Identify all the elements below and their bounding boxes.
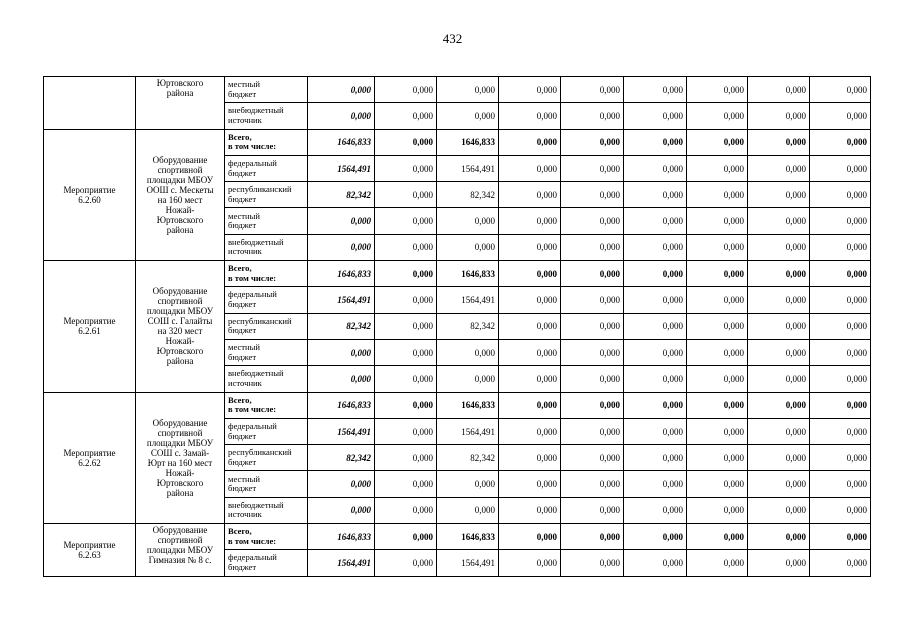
value-cell: 0,000 [375, 445, 437, 471]
value-cell: 0,000 [499, 103, 561, 129]
funding-source-line: бюджет [228, 561, 257, 572]
funding-source-line: бюджет [228, 430, 257, 441]
description-line: спортивной [157, 164, 203, 175]
value-cell: 0,000 [561, 524, 624, 550]
value-cell: 0,000 [748, 392, 810, 418]
value-cell: 0,000 [810, 155, 871, 181]
value-cell: 0,000 [624, 497, 687, 523]
total-cell: 1646,833 [308, 524, 375, 550]
total-cell: 1564,491 [308, 287, 375, 313]
funding-source-line: источник [228, 377, 262, 388]
description-line: района [166, 356, 194, 367]
value-cell: 0,000 [748, 208, 810, 234]
value-cell: 0,000 [561, 182, 624, 208]
value-cell: 0,000 [810, 339, 871, 365]
value-cell: 0,000 [375, 339, 437, 365]
value-cell: 0,000 [624, 339, 687, 365]
value-cell: 0,000 [437, 234, 499, 260]
value-cell: 1646,833 [437, 129, 499, 155]
value-cell: 0,000 [810, 313, 871, 339]
value-cell: 0,000 [687, 155, 748, 181]
value-cell: 0,000 [561, 287, 624, 313]
value-cell: 0,000 [810, 550, 871, 576]
event-cell [44, 261, 136, 392]
description-cell [136, 77, 225, 130]
value-cell: 1564,491 [437, 287, 499, 313]
value-cell: 0,000 [748, 155, 810, 181]
description-line: Юртовского [156, 78, 204, 88]
event-line: Мероприятие [63, 539, 116, 550]
value-cell: 0,000 [624, 234, 687, 260]
value-cell: 0,000 [375, 234, 437, 260]
value-cell: 0,000 [499, 497, 561, 523]
value-cell: 0,000 [624, 77, 687, 103]
description-line: района [166, 487, 194, 498]
description-line: на 320 мест [157, 326, 203, 337]
value-cell: 0,000 [748, 287, 810, 313]
value-cell: 0,000 [810, 392, 871, 418]
value-cell: 0,000 [561, 313, 624, 339]
value-cell: 0,000 [748, 313, 810, 339]
table-row [44, 524, 871, 550]
funding-source-line: Всего, [228, 394, 252, 405]
value-cell: 0,000 [748, 418, 810, 444]
funding-source-cell [225, 261, 308, 287]
funding-source-line: бюджет [228, 299, 257, 310]
funding-source-cell [225, 208, 308, 234]
value-cell: 0,000 [375, 261, 437, 287]
description-line: спортивной [157, 427, 203, 438]
value-cell: 1564,491 [437, 418, 499, 444]
value-cell: 1646,833 [437, 524, 499, 550]
value-cell: 0,000 [499, 339, 561, 365]
total-cell: 0,000 [308, 77, 375, 103]
value-cell: 0,000 [561, 471, 624, 497]
value-cell: 0,000 [687, 129, 748, 155]
total-cell: 82,342 [308, 445, 375, 471]
description-line: района [166, 224, 194, 235]
page-number: 432 [442, 31, 463, 46]
value-cell: 0,000 [624, 129, 687, 155]
table-row [44, 261, 871, 287]
value-cell: 0,000 [499, 182, 561, 208]
funding-source-cell [225, 524, 308, 550]
funding-source-line: бюджет [228, 456, 257, 467]
value-cell: 0,000 [499, 445, 561, 471]
value-cell: 0,000 [748, 550, 810, 576]
value-cell: 0,000 [687, 471, 748, 497]
description-line: Ножай- [165, 204, 195, 215]
value-cell: 0,000 [810, 208, 871, 234]
value-cell: 0,000 [624, 471, 687, 497]
event-cell [44, 77, 136, 130]
value-cell: 0,000 [624, 445, 687, 471]
funding-source-cell [225, 418, 308, 444]
description-line: Оборудование [152, 417, 208, 428]
event-line: 6.2.61 [78, 326, 101, 337]
value-cell: 0,000 [624, 287, 687, 313]
value-cell: 0,000 [748, 339, 810, 365]
description-line: Юртовского [156, 477, 204, 488]
funding-source-cell [225, 550, 308, 576]
description-cell [136, 129, 225, 260]
value-cell: 0,000 [810, 261, 871, 287]
value-cell: 0,000 [748, 234, 810, 260]
funding-source-line: республиканский [228, 447, 292, 458]
table-row [44, 392, 871, 418]
value-cell: 0,000 [624, 550, 687, 576]
description-line: Ножай- [165, 336, 195, 347]
value-cell: 0,000 [561, 366, 624, 392]
funding-source-line: местный [228, 79, 261, 90]
description-line: площадки МБОУ [146, 545, 214, 556]
value-cell: 0,000 [437, 208, 499, 234]
funding-source-line: бюджет [228, 193, 257, 204]
value-cell: 0,000 [499, 550, 561, 576]
value-cell: 0,000 [748, 261, 810, 287]
total-cell: 0,000 [308, 234, 375, 260]
value-cell: 0,000 [375, 129, 437, 155]
funding-source-line: республиканский [228, 315, 292, 326]
value-cell: 0,000 [499, 471, 561, 497]
value-cell: 0,000 [375, 208, 437, 234]
value-cell: 0,000 [687, 366, 748, 392]
value-cell: 0,000 [748, 366, 810, 392]
value-cell: 1564,491 [437, 155, 499, 181]
funding-source-cell [225, 287, 308, 313]
description-line: Оборудование [152, 286, 208, 297]
value-cell: 0,000 [437, 339, 499, 365]
event-cell [44, 392, 136, 523]
funding-source-line: бюджет [228, 167, 257, 178]
value-cell: 0,000 [499, 418, 561, 444]
funding-source-cell [225, 339, 308, 365]
value-cell: 0,000 [687, 103, 748, 129]
event-line: Мероприятие [63, 316, 116, 327]
total-cell: 0,000 [308, 103, 375, 129]
value-cell: 0,000 [561, 234, 624, 260]
value-cell: 0,000 [810, 129, 871, 155]
total-cell: 1564,491 [308, 155, 375, 181]
value-cell: 0,000 [810, 471, 871, 497]
funding-source-line: бюджет [228, 220, 257, 231]
value-cell: 0,000 [561, 208, 624, 234]
value-cell: 0,000 [748, 497, 810, 523]
description-line: площадки МБОУ [146, 174, 214, 185]
value-cell: 0,000 [687, 418, 748, 444]
description-line: спортивной [157, 296, 203, 307]
value-cell: 0,000 [437, 77, 499, 103]
value-cell: 0,000 [437, 497, 499, 523]
value-cell: 0,000 [561, 155, 624, 181]
value-cell: 0,000 [375, 366, 437, 392]
value-cell: 0,000 [624, 418, 687, 444]
description-cell [136, 392, 225, 523]
value-cell: 0,000 [561, 129, 624, 155]
funding-source-line: бюджет [228, 351, 257, 362]
description-line: Ножай- [165, 467, 195, 478]
value-cell: 0,000 [748, 103, 810, 129]
funding-source-line: федеральный [228, 157, 277, 168]
value-cell: 0,000 [375, 524, 437, 550]
funding-source-line: федеральный [228, 289, 277, 300]
value-cell: 1646,833 [437, 392, 499, 418]
event-line: Мероприятие [63, 184, 116, 195]
description-line: площадки МБОУ [146, 306, 214, 317]
value-cell: 0,000 [624, 392, 687, 418]
funding-source-line: в том числе: [228, 141, 277, 152]
description-line: на 160 мест [157, 194, 203, 205]
description-line: Оборудование [152, 154, 208, 165]
total-cell: 0,000 [308, 497, 375, 523]
funding-source-cell [225, 103, 308, 129]
value-cell: 0,000 [624, 261, 687, 287]
value-cell: 0,000 [687, 313, 748, 339]
funding-source-cell [225, 182, 308, 208]
value-cell: 82,342 [437, 445, 499, 471]
description-line: СОШ с. Галайты [147, 316, 213, 327]
funding-source-cell [225, 155, 308, 181]
event-cell [44, 129, 136, 260]
funding-source-line: внебюджетный [228, 236, 284, 247]
funding-source-line: местный [228, 210, 261, 221]
funding-source-line: в том числе: [228, 272, 277, 283]
value-cell: 0,000 [375, 182, 437, 208]
value-cell: 0,000 [748, 471, 810, 497]
total-cell: 0,000 [308, 339, 375, 365]
value-cell: 0,000 [687, 182, 748, 208]
total-cell: 1564,491 [308, 550, 375, 576]
value-cell: 0,000 [687, 392, 748, 418]
description-line: района [166, 88, 194, 98]
event-line: 6.2.60 [78, 194, 101, 205]
event-line: 6.2.62 [78, 457, 101, 468]
value-cell: 0,000 [561, 103, 624, 129]
total-cell: 82,342 [308, 182, 375, 208]
funding-source-line: внебюджетный [228, 499, 284, 510]
value-cell: 0,000 [687, 77, 748, 103]
value-cell: 0,000 [561, 550, 624, 576]
value-cell: 82,342 [437, 182, 499, 208]
value-cell: 0,000 [375, 155, 437, 181]
value-cell: 0,000 [748, 524, 810, 550]
funding-source-cell [225, 129, 308, 155]
funding-source-cell [225, 392, 308, 418]
funding-source-cell [225, 471, 308, 497]
funding-source-line: федеральный [228, 420, 277, 431]
funding-source-line: местный [228, 473, 261, 484]
value-cell: 0,000 [624, 182, 687, 208]
value-cell: 0,000 [624, 155, 687, 181]
value-cell: 0,000 [561, 418, 624, 444]
funding-source-line: источник [228, 246, 262, 257]
description-line: Юрт на 160 мест [147, 457, 213, 468]
value-cell: 0,000 [810, 234, 871, 260]
funding-source-cell [225, 234, 308, 260]
value-cell: 0,000 [687, 339, 748, 365]
value-cell: 0,000 [687, 550, 748, 576]
funding-source-cell [225, 366, 308, 392]
value-cell: 0,000 [499, 155, 561, 181]
value-cell: 0,000 [810, 366, 871, 392]
value-cell: 0,000 [561, 445, 624, 471]
total-cell: 1646,833 [308, 392, 375, 418]
total-cell: 0,000 [308, 471, 375, 497]
value-cell: 0,000 [810, 182, 871, 208]
value-cell: 82,342 [437, 313, 499, 339]
value-cell: 0,000 [499, 392, 561, 418]
description-line: СОШ с. Замай- [150, 447, 210, 458]
value-cell: 0,000 [810, 77, 871, 103]
value-cell: 0,000 [375, 103, 437, 129]
funding-source-line: источник [228, 114, 262, 125]
event-line: 6.2.63 [78, 549, 101, 560]
value-cell: 0,000 [375, 550, 437, 576]
funding-source-line: бюджет [228, 483, 257, 494]
table-body [44, 77, 871, 577]
value-cell: 0,000 [810, 445, 871, 471]
value-cell: 0,000 [561, 392, 624, 418]
value-cell: 0,000 [499, 77, 561, 103]
funding-source-line: республиканский [228, 184, 292, 195]
value-cell: 0,000 [810, 103, 871, 129]
value-cell: 0,000 [499, 313, 561, 339]
value-cell: 0,000 [624, 366, 687, 392]
value-cell: 1646,833 [437, 261, 499, 287]
value-cell: 0,000 [499, 366, 561, 392]
value-cell: 0,000 [499, 208, 561, 234]
budget-table [43, 76, 871, 577]
description-cell [136, 261, 225, 392]
value-cell: 0,000 [499, 261, 561, 287]
funding-source-line: бюджет [228, 88, 257, 99]
value-cell: 0,000 [437, 103, 499, 129]
funding-source-line: бюджет [228, 325, 257, 336]
funding-source-line: источник [228, 509, 262, 520]
total-cell: 82,342 [308, 313, 375, 339]
value-cell: 0,000 [624, 313, 687, 339]
value-cell: 0,000 [748, 129, 810, 155]
value-cell: 0,000 [687, 261, 748, 287]
value-cell: 0,000 [687, 497, 748, 523]
funding-source-cell [225, 497, 308, 523]
funding-source-cell [225, 77, 308, 103]
description-line: Гимназия № 8 с. [148, 555, 212, 566]
event-line: Мероприятие [63, 447, 116, 458]
value-cell: 0,000 [687, 208, 748, 234]
value-cell: 0,000 [561, 77, 624, 103]
total-cell: 0,000 [308, 208, 375, 234]
value-cell: 0,000 [499, 234, 561, 260]
value-cell: 1564,491 [437, 550, 499, 576]
description-cell [136, 524, 225, 577]
value-cell: 0,000 [375, 77, 437, 103]
value-cell: 0,000 [810, 524, 871, 550]
table-row [44, 129, 871, 155]
value-cell: 0,000 [687, 287, 748, 313]
value-cell: 0,000 [624, 208, 687, 234]
value-cell: 0,000 [437, 471, 499, 497]
total-cell: 1564,491 [308, 418, 375, 444]
value-cell: 0,000 [375, 392, 437, 418]
value-cell: 0,000 [624, 524, 687, 550]
description-line: Оборудование [152, 525, 208, 536]
description-line: спортивной [157, 535, 203, 546]
value-cell: 0,000 [748, 445, 810, 471]
funding-source-line: внебюджетный [228, 105, 284, 116]
value-cell: 0,000 [375, 287, 437, 313]
value-cell: 0,000 [687, 445, 748, 471]
funding-source-line: в том числе: [228, 404, 277, 415]
value-cell: 0,000 [810, 287, 871, 313]
funding-source-line: местный [228, 342, 261, 353]
event-cell [44, 524, 136, 577]
description-line: Юртовского [156, 346, 204, 357]
total-cell: 1646,833 [308, 129, 375, 155]
table-row [44, 77, 871, 103]
value-cell: 0,000 [687, 524, 748, 550]
funding-source-line: внебюджетный [228, 368, 284, 379]
value-cell: 0,000 [561, 261, 624, 287]
description-line: площадки МБОУ [146, 437, 214, 448]
description-line: Юртовского [156, 214, 204, 225]
funding-source-line: в том числе: [228, 535, 277, 546]
value-cell: 0,000 [748, 77, 810, 103]
funding-source-cell [225, 445, 308, 471]
value-cell: 0,000 [375, 471, 437, 497]
value-cell: 0,000 [624, 103, 687, 129]
funding-source-line: Всего, [228, 263, 252, 274]
value-cell: 0,000 [499, 287, 561, 313]
value-cell: 0,000 [499, 129, 561, 155]
value-cell: 0,000 [810, 418, 871, 444]
value-cell: 0,000 [375, 497, 437, 523]
value-cell: 0,000 [810, 497, 871, 523]
value-cell: 0,000 [375, 313, 437, 339]
value-cell: 0,000 [561, 339, 624, 365]
funding-source-line: Всего, [228, 526, 252, 537]
value-cell: 0,000 [375, 418, 437, 444]
funding-source-cell [225, 313, 308, 339]
value-cell: 0,000 [748, 182, 810, 208]
total-cell: 1646,833 [308, 261, 375, 287]
value-cell: 0,000 [687, 234, 748, 260]
funding-source-line: Всего, [228, 131, 252, 142]
value-cell: 0,000 [499, 524, 561, 550]
value-cell: 0,000 [437, 366, 499, 392]
value-cell: 0,000 [561, 497, 624, 523]
funding-source-line: федеральный [228, 552, 277, 563]
description-line: ООШ с. Мескеты [146, 184, 214, 195]
total-cell: 0,000 [308, 366, 375, 392]
